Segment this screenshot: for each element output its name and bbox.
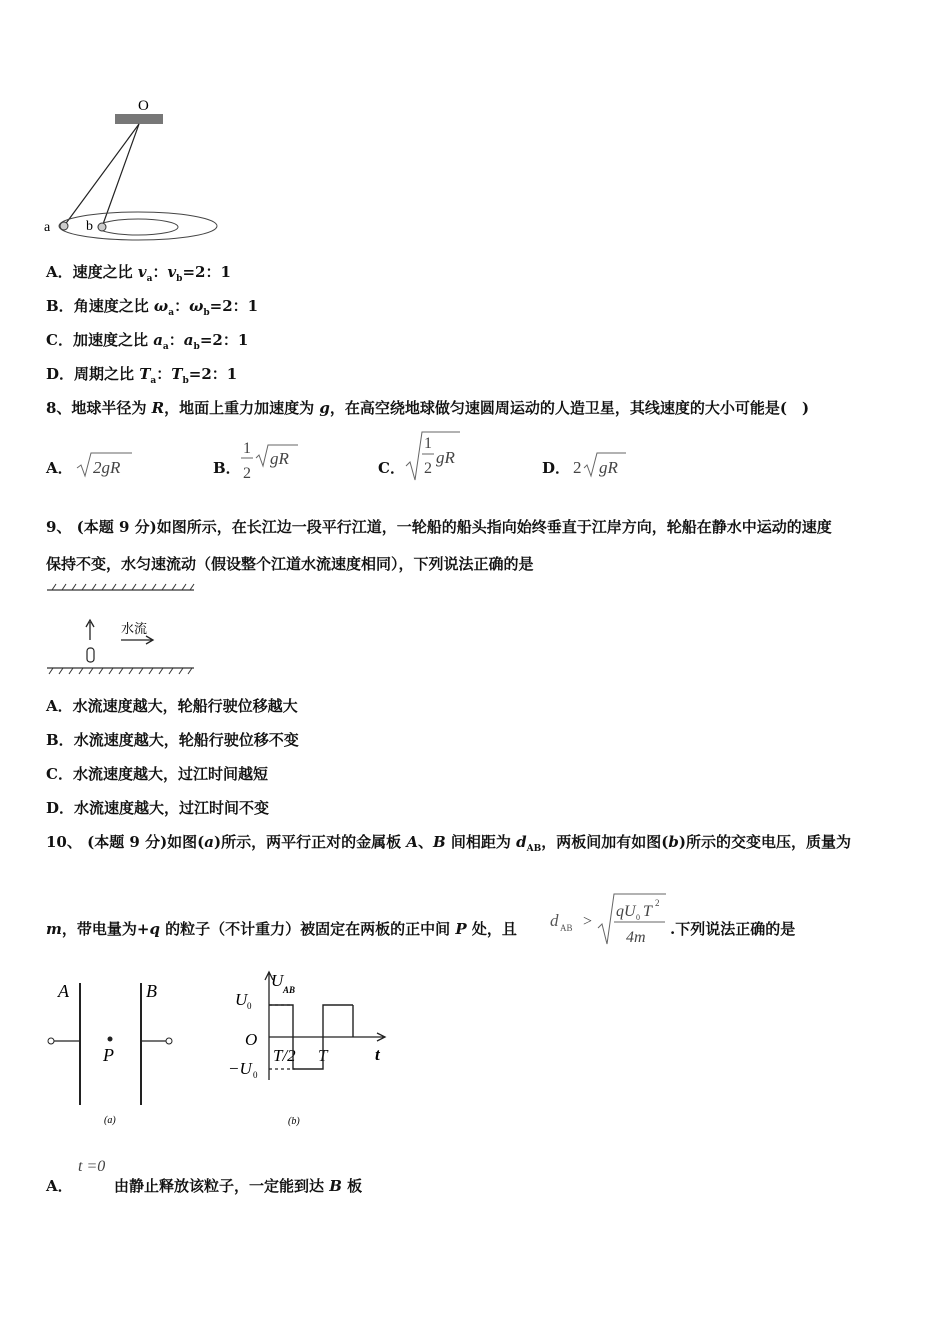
- terminal-b: [166, 1038, 172, 1044]
- denominator: 4m: [626, 929, 646, 946]
- sub: b: [203, 308, 210, 318]
- sub: a: [150, 376, 157, 386]
- text: 8、地球半径为: [46, 399, 152, 417]
- text: ，在高空绕地球做匀速圆周运动的人造卫星，其线速度的大小可能是( ): [329, 399, 810, 417]
- option-letter: B．: [46, 297, 74, 315]
- var: a: [153, 331, 163, 349]
- q10-question-line1: [46, 831, 851, 854]
- figure-a-caption: (a): [104, 1115, 116, 1126]
- radicand: gR: [436, 448, 455, 467]
- q8-option-d-formula: [570, 448, 630, 482]
- q9-question-line2: 保持不变，水匀速流动（假设整个江道水流速度相同），下列说法正确的是: [46, 555, 534, 573]
- figure-b-caption: (b): [288, 1116, 300, 1127]
- ratio: =2：1: [188, 365, 238, 383]
- text: 间相距为: [445, 833, 517, 851]
- q10-figure-a: [40, 975, 190, 1135]
- option-letter: C．: [46, 765, 73, 783]
- plate-a-label: A: [58, 981, 69, 1001]
- sub: AB: [560, 923, 573, 933]
- tick-label-t: T: [318, 1046, 328, 1065]
- q7-option-b: [46, 295, 258, 318]
- option-text: 周期之比: [74, 365, 140, 383]
- sub: 0: [253, 1070, 258, 1080]
- var: m: [46, 920, 62, 938]
- text: 由静止释放该粒子，一定能到达: [114, 1177, 330, 1195]
- option-letter: A．: [46, 697, 73, 715]
- var: a: [183, 331, 194, 349]
- var: B: [433, 833, 446, 851]
- q10-question-tail: .下列说法正确的是: [670, 920, 796, 938]
- var: A: [406, 833, 418, 851]
- text: 10、 (本题 9 分)如图(: [46, 833, 205, 851]
- q10-question-line2: [46, 918, 517, 939]
- text: 处，且: [466, 920, 517, 938]
- terminal-a: [48, 1038, 54, 1044]
- sub: a: [146, 274, 153, 284]
- var: d: [516, 833, 527, 851]
- text: ，带电量为+: [61, 920, 150, 938]
- ball-a: [60, 222, 68, 230]
- q9-question-line1: 9、 (本题 9 分)如图所示，在长江边一段平行江道，一轮船的船头指向始终垂直于江岸方向，轮船在静水中运动的速度: [46, 518, 832, 536]
- sub: b: [176, 274, 183, 284]
- denominator: 2: [424, 460, 432, 477]
- option-letter: D．: [46, 799, 75, 817]
- q9-option-b: [46, 729, 299, 750]
- ball-b: [98, 223, 106, 231]
- sub: 0: [636, 913, 640, 922]
- q8-option-d-letter: D．: [542, 459, 571, 477]
- q9-option-a: [46, 695, 298, 716]
- orbit-a: [59, 212, 217, 240]
- var: a: [204, 833, 215, 851]
- plate-b-label: B: [146, 981, 157, 1001]
- text: ，地面上重力加速度为: [164, 399, 320, 417]
- coefficient: 2: [573, 458, 582, 477]
- water-flow-label: 水流: [121, 621, 148, 636]
- text: 板: [341, 1177, 363, 1195]
- point-p-label: P: [103, 1045, 114, 1065]
- sub: 0: [247, 1001, 252, 1011]
- option-text: 速度之比: [72, 263, 138, 281]
- var: v: [167, 263, 177, 281]
- sep: ：: [174, 297, 190, 315]
- q7-option-a: [46, 261, 231, 284]
- sub: AB: [283, 985, 296, 995]
- radicand: 2gR: [93, 458, 121, 477]
- sub: a: [168, 308, 175, 318]
- q8-option-a-letter: A．: [46, 459, 73, 477]
- text: 的粒子（不计重力）被固定在两板的正中间: [159, 920, 456, 938]
- numerator: 1: [424, 435, 432, 452]
- text: ，两板间加有如图(: [541, 833, 669, 851]
- q8-option-b-letter: B．: [213, 459, 241, 477]
- var: v: [137, 263, 147, 281]
- var: b: [668, 833, 679, 851]
- q8-option-a-formula: [74, 448, 134, 482]
- orbit-b: [98, 219, 178, 235]
- ceiling-bar: [115, 114, 163, 124]
- string-a: [64, 124, 139, 226]
- option-text: 水流速度越大，过江时间越短: [72, 765, 268, 783]
- q10-option-a-condition: t =0: [78, 1158, 106, 1175]
- ratio: =2：1: [209, 297, 259, 315]
- figure-label-b: b: [86, 219, 93, 234]
- option-text: 水流速度越大，轮船行驶位移越大: [72, 697, 298, 715]
- var: P: [455, 920, 467, 938]
- text: )所示，两平行正对的金属板: [214, 833, 407, 851]
- var: ω: [153, 297, 169, 315]
- option-letter: A．: [46, 263, 73, 281]
- var: T: [139, 365, 151, 383]
- gt: >: [583, 913, 593, 930]
- ratio: =2：1: [199, 331, 249, 349]
- var: T: [171, 365, 183, 383]
- river-boat-figure: [44, 580, 204, 680]
- tick-label-neg-u0: −U: [228, 1059, 252, 1078]
- sub: b: [193, 342, 200, 352]
- option-text: 水流速度越大，轮船行驶位移不变: [73, 731, 299, 749]
- option-letter: D．: [46, 365, 75, 383]
- q8-option-c-formula: [402, 428, 472, 484]
- numerator: 1: [243, 440, 251, 457]
- ratio: =2：1: [182, 263, 231, 281]
- var: B: [329, 1177, 342, 1195]
- q10-option-a-text: [114, 1175, 362, 1196]
- sub: a: [162, 342, 169, 352]
- origin-label: O: [245, 1030, 258, 1049]
- sep: ：: [152, 263, 168, 281]
- q7-option-d: [46, 363, 237, 386]
- option-text: 角速度之比: [73, 297, 154, 315]
- var: ω: [189, 297, 204, 315]
- q8-question: [46, 397, 809, 418]
- q10-figure-b: [225, 968, 395, 1138]
- axis-label-uab: U: [271, 971, 284, 990]
- sup: 2: [655, 898, 660, 908]
- option-letter: B．: [46, 731, 74, 749]
- sep: ：: [168, 331, 184, 349]
- axis-label-t: t: [375, 1045, 380, 1064]
- option-text: 水流速度越大，过江时间不变: [74, 799, 270, 817]
- sub: AB: [526, 844, 542, 854]
- sub: b: [182, 376, 189, 386]
- figure-label-o: O: [138, 98, 149, 114]
- near-bank-hatch: [49, 668, 192, 674]
- particle-p: [108, 1037, 113, 1042]
- var-t: T: [643, 903, 652, 920]
- var-g: g: [319, 399, 330, 417]
- option-letter: C．: [46, 331, 73, 349]
- tick-label-u0: U: [235, 990, 248, 1009]
- var-r: R: [151, 399, 165, 417]
- conical-pendulum-figure: [38, 94, 228, 246]
- q10-condition-formula: [548, 890, 670, 950]
- numerator: qU: [616, 903, 636, 920]
- q10-option-a-letter: A．: [46, 1177, 73, 1195]
- figure-label-a: a: [44, 220, 51, 235]
- q8-option-c-letter: C．: [378, 459, 405, 477]
- option-text: 加速度之比: [72, 331, 154, 349]
- tick-label-half-t: T/2: [273, 1046, 296, 1065]
- q7-option-c: [46, 329, 248, 352]
- sep: ：: [156, 365, 172, 383]
- far-bank-hatch: [52, 584, 194, 590]
- text: )所示的交变电压，质量为: [678, 833, 851, 851]
- q9-option-d: [46, 797, 269, 818]
- text: 、: [417, 833, 433, 851]
- radicand: gR: [599, 458, 618, 477]
- radicand: gR: [270, 449, 289, 468]
- q9-option-c: [46, 763, 268, 784]
- var-d: d: [550, 911, 559, 930]
- boat: [87, 648, 94, 662]
- q8-option-b-formula: [238, 436, 308, 488]
- var: q: [149, 920, 160, 938]
- denominator: 2: [243, 465, 251, 482]
